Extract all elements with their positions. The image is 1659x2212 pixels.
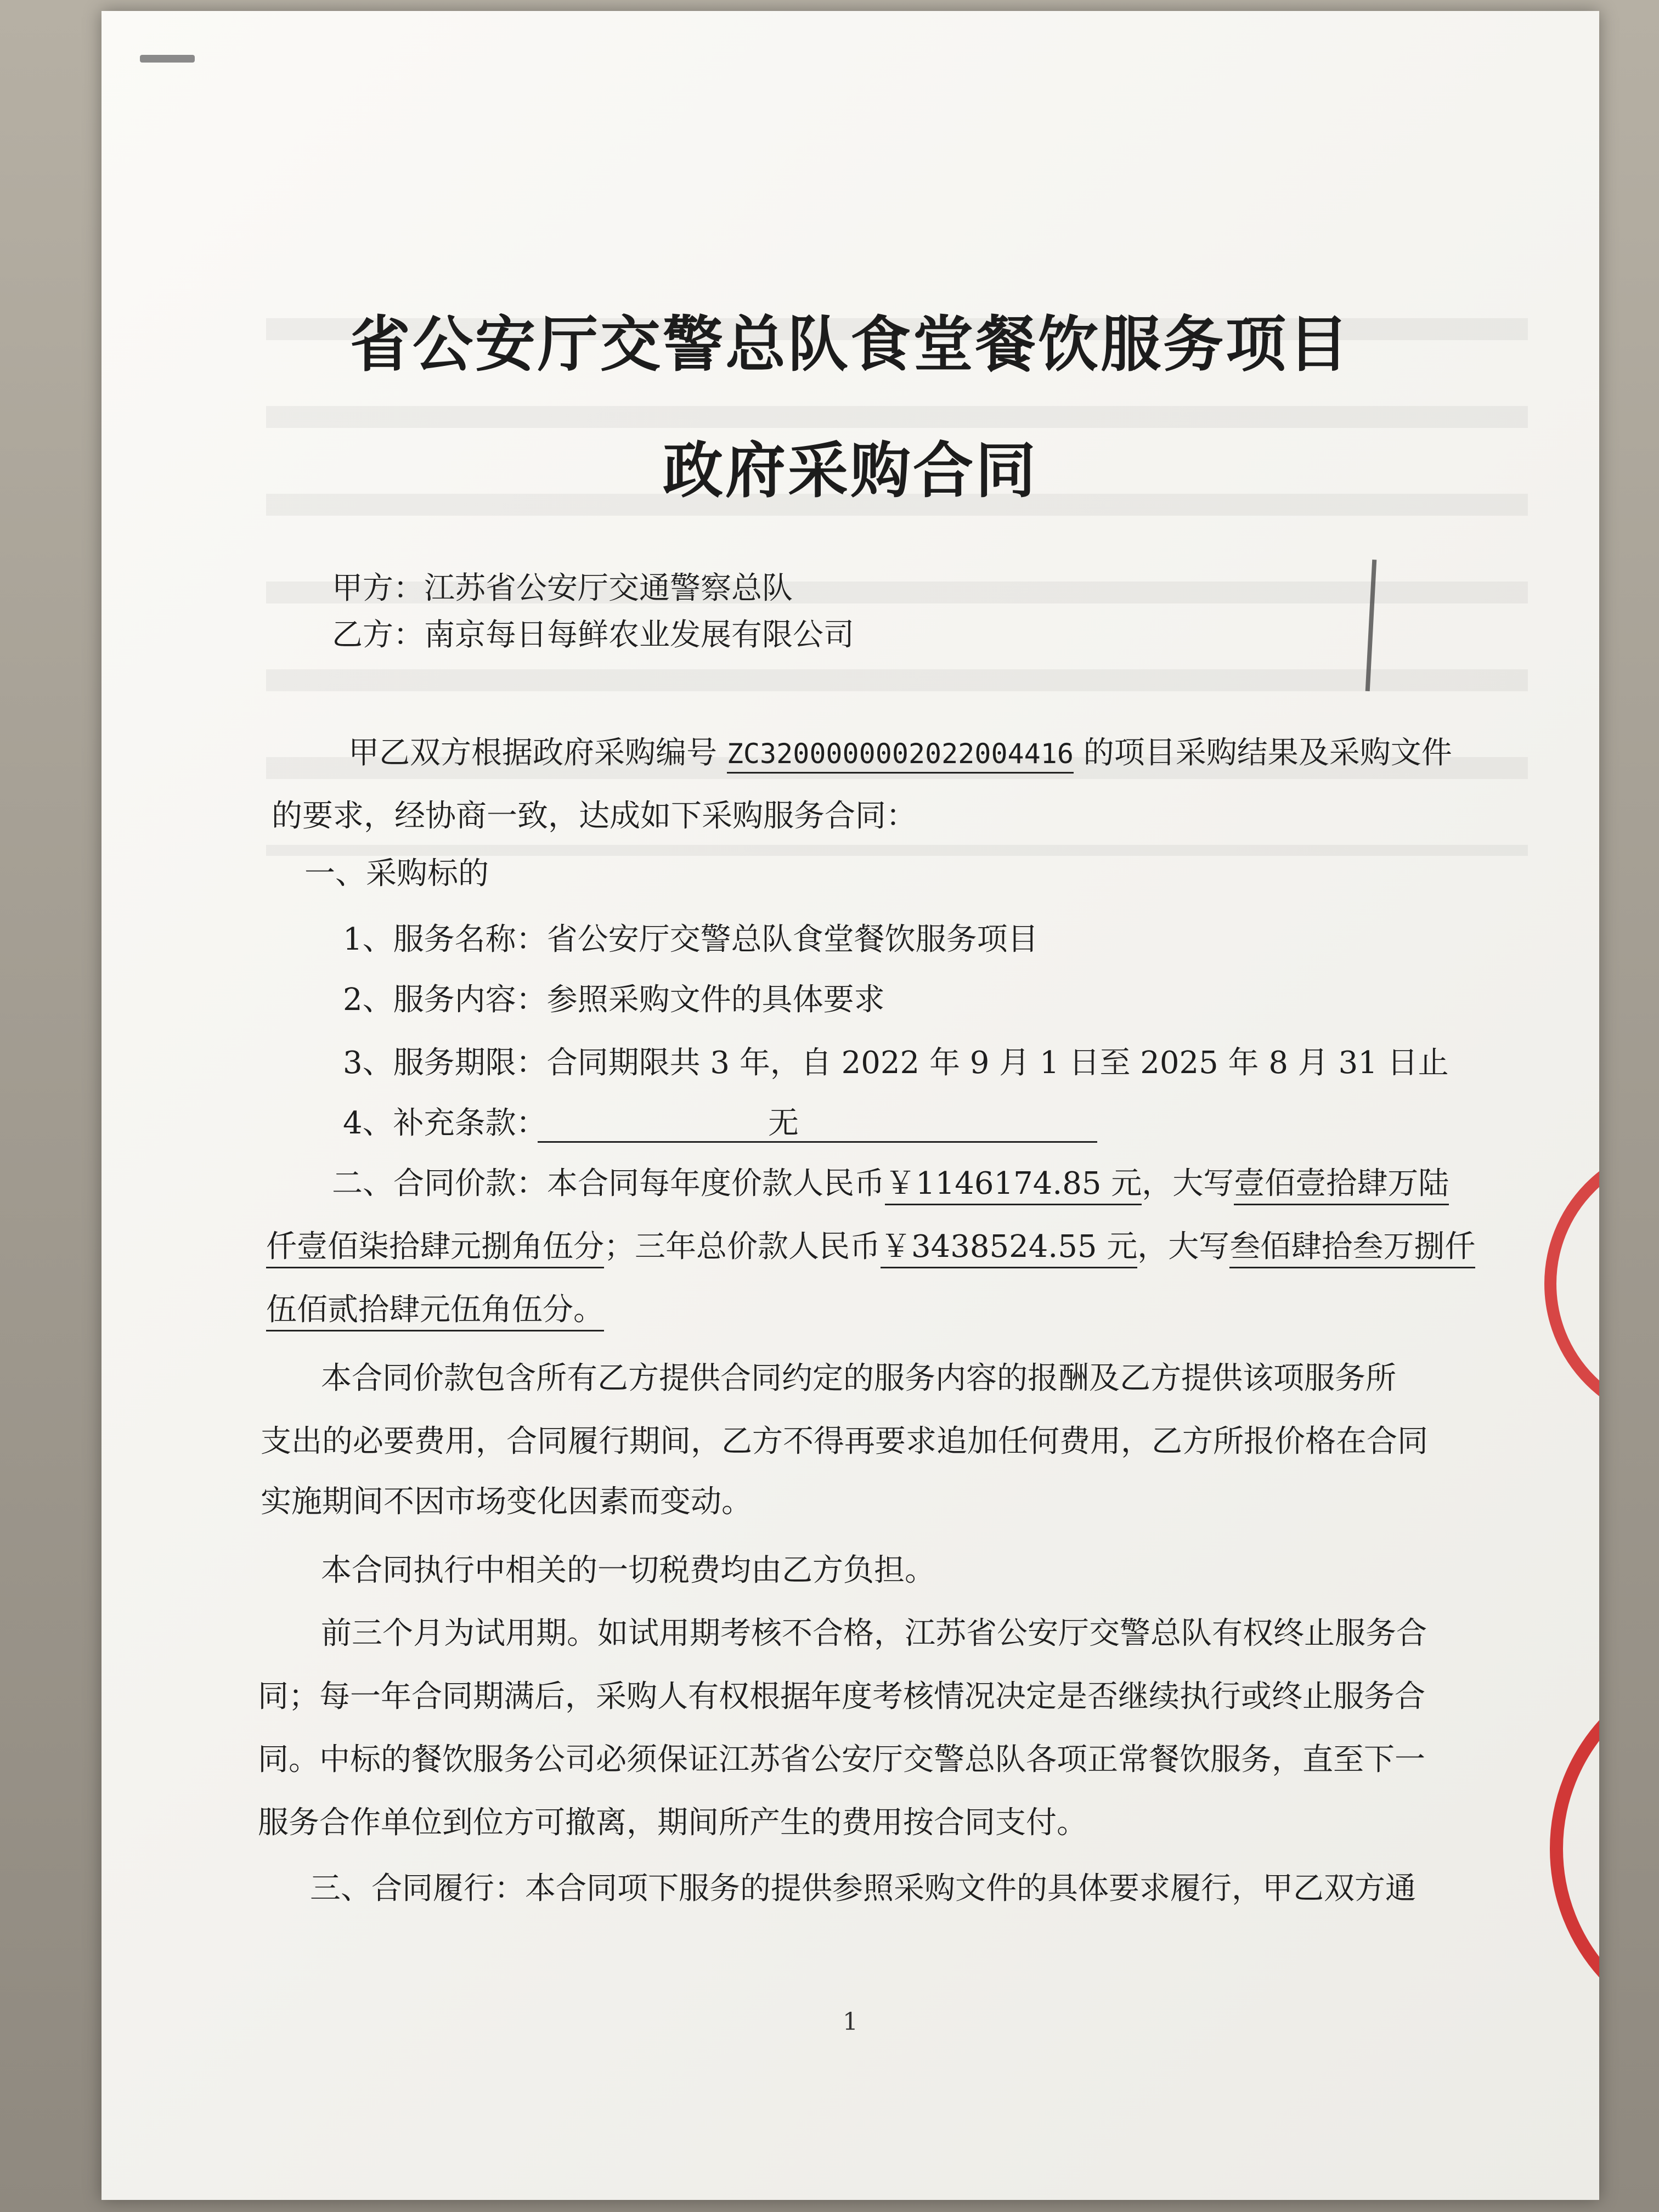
red-seal-upper bbox=[1544, 1141, 1599, 1426]
supplementary-blank-line bbox=[538, 1141, 1097, 1143]
section-1-item-4-value: 无 bbox=[768, 1105, 799, 1141]
title-line-1: 省公安厅交警总队食堂餐饮服务项目 bbox=[350, 309, 1351, 380]
total-label: ；三年总价款人民币 bbox=[604, 1229, 881, 1265]
price-words-label: ，大写 bbox=[1142, 1166, 1234, 1201]
price-paragraph-line-2: 支出的必要费用，合同履行期间，乙方不得再要求追加任何费用，乙方所报价格在合同 bbox=[261, 1424, 1428, 1459]
total-words-label: ，大写 bbox=[1137, 1229, 1230, 1265]
section-1-item-4-label: 4、补充条款： bbox=[343, 1105, 547, 1141]
price-paragraph-line-1: 本合同价款包含所有乙方提供合同约定的服务内容的报酬及乙方提供该项服务所 bbox=[321, 1361, 1396, 1396]
party-a: 甲方：江苏省公安厅交通警察总队 bbox=[332, 571, 793, 606]
trial-paragraph-line-4: 服务合作单位到位方可撤离，期间所产生的费用按合同支付。 bbox=[258, 1805, 1087, 1841]
section-3-line-1: 三、合同履行：本合同项下服务的提供参照采购文件的具体要求履行，甲乙双方通 bbox=[310, 1871, 1416, 1906]
red-seal-lower bbox=[1550, 1657, 1599, 2041]
section-1-item-1: 1、服务名称：省公安厅交警总队食堂餐饮服务项目 bbox=[343, 922, 1039, 957]
total-amount: ￥3438524.55 元 bbox=[881, 1229, 1137, 1268]
section-2-line-1 bbox=[332, 1166, 1449, 1201]
section-2-line-2 bbox=[266, 1229, 1476, 1265]
price-paragraph-line-3: 实施期间不因市场变化因素而变动。 bbox=[261, 1484, 752, 1520]
section-1-item-2: 2、服务内容：参照采购文件的具体要求 bbox=[343, 982, 885, 1018]
annual-amount: ￥1146174.85 元 bbox=[885, 1166, 1142, 1205]
price-label: 二、合同价款：本合同每年度价款人民币 bbox=[332, 1166, 885, 1201]
total-amount-words-2: 伍佰贰拾肆元伍角伍分。 bbox=[266, 1292, 604, 1331]
contract-page bbox=[101, 11, 1599, 2200]
intro-suffix: 的项目采购结果及采购文件 bbox=[1083, 735, 1452, 771]
staple-mark bbox=[140, 55, 195, 63]
trial-paragraph-line-2: 同；每一年合同期满后，采购人有权根据年度考核情况决定是否继续执行或终止服务合 bbox=[258, 1679, 1425, 1714]
section-1-item-3: 3、服务期限：合同期限共 3 年，自 2022 年 9 月 1 日至 2025 年 8 月 31 日止 bbox=[343, 1045, 1449, 1081]
procurement-number: ZC3200000002022004416 bbox=[727, 738, 1074, 774]
section-1-heading: 一、采购标的 bbox=[304, 856, 489, 891]
title-line-2: 政府采购合同 bbox=[663, 436, 1038, 506]
page-number: 1 bbox=[843, 2008, 858, 2036]
section-2-line-3 bbox=[266, 1292, 604, 1328]
annual-amount-words-2: 仟壹佰柒拾肆元捌角伍分 bbox=[266, 1229, 604, 1268]
trial-paragraph-line-1: 前三个月为试用期。如试用期考核不合格，江苏省公安厅交警总队有权终止服务合 bbox=[321, 1616, 1427, 1651]
trial-paragraph-line-3: 同。中标的餐饮服务公司必须保证江苏省公安厅交警总队各项正常餐饮服务，直至下一 bbox=[258, 1742, 1425, 1778]
intro-prefix: 甲乙双方根据政府采购编号 bbox=[348, 735, 717, 771]
intro-line-1 bbox=[348, 735, 1452, 771]
annual-amount-words-1: 壹佰壹拾肆万陆 bbox=[1234, 1166, 1449, 1205]
party-b: 乙方：南京每日每鲜农业发展有限公司 bbox=[332, 617, 854, 653]
total-amount-words-1: 叁佰肆拾叁万捌仟 bbox=[1229, 1229, 1475, 1268]
tax-paragraph: 本合同执行中相关的一切税费均由乙方负担。 bbox=[321, 1553, 935, 1588]
intro-line-2: 的要求，经协商一致，达成如下采购服务合同： bbox=[272, 798, 917, 834]
